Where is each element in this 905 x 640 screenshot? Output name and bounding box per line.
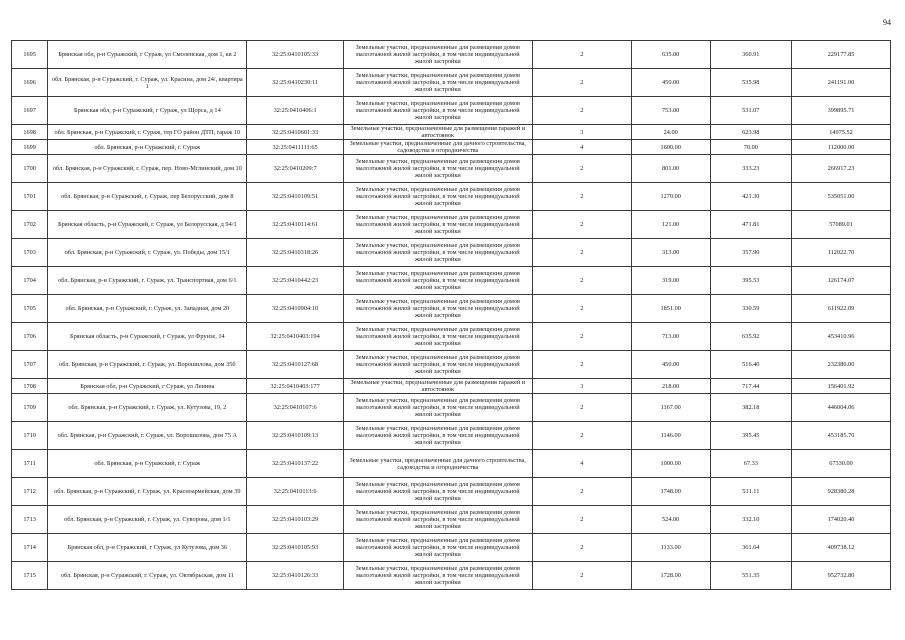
- address-cell: Брянская обл, р-н Суражский, г Сураж, ул Кутузова, дом 36: [48, 534, 247, 562]
- category-cell: 2: [532, 41, 631, 69]
- cadastral-number-cell: 32:25:0410904:10: [247, 295, 343, 323]
- row-number: 1711: [12, 450, 48, 478]
- cadastral-number-cell: 32:25:0410406:1: [247, 97, 343, 125]
- row-number: 1710: [12, 422, 48, 450]
- address-cell: обл. Брянская, р-н Суражский, г. Сураж, ул. Суворова, дом 1/1: [48, 506, 247, 534]
- cadastral-number-cell: 32:25:0410403:194: [247, 323, 343, 351]
- cadastral-number-cell: 32:25:0410403:177: [247, 379, 343, 394]
- table-row: [12, 155, 891, 183]
- category-cell: 3: [532, 125, 631, 140]
- land-use-cell: Земельные участки, предназначенные для размещения домов малоэтажной жилой застройки, в том числе индивидуальной жилой застройки: [343, 562, 532, 590]
- area-cell: 1133.00: [631, 534, 710, 562]
- row-number: 1713: [12, 506, 48, 534]
- specific-value-cell: 70.00: [710, 140, 791, 155]
- table-row: [12, 534, 891, 562]
- category-cell: 2: [532, 183, 631, 211]
- row-number: 1712: [12, 478, 48, 506]
- area-cell: 1748.00: [631, 478, 710, 506]
- specific-value-cell: 516.40: [710, 351, 791, 379]
- cadastral-number-cell: 32:25:0410105:33: [247, 41, 343, 69]
- row-number: 1708: [12, 379, 48, 394]
- specific-value-cell: 395.45: [710, 422, 791, 450]
- address-cell: обл. Брянская, р-н Суражский, г. Сураж, ул. Транспортная, дом 6/1: [48, 267, 247, 295]
- cadastral-number-cell: 32:25:0410126:33: [247, 562, 343, 590]
- area-cell: 1728.00: [631, 562, 710, 590]
- cadastral-value-table: [11, 40, 891, 590]
- cadastral-value-cell: 266917.23: [792, 155, 891, 183]
- cadastral-number-cell: 32:25:0410105:93: [247, 534, 343, 562]
- cadastral-value-cell: 446004.06: [792, 394, 891, 422]
- area-cell: 1146.00: [631, 422, 710, 450]
- area-cell: 1600.00: [631, 140, 710, 155]
- cadastral-value-cell: 453410.96: [792, 323, 891, 351]
- cadastral-value-cell: 232380.00: [792, 351, 891, 379]
- row-number: 1701: [12, 183, 48, 211]
- row-number: 1695: [12, 41, 48, 69]
- table-body: [12, 41, 891, 590]
- category-cell: 2: [532, 97, 631, 125]
- category-cell: 2: [532, 506, 631, 534]
- category-cell: 2: [532, 562, 631, 590]
- row-number: 1705: [12, 295, 48, 323]
- specific-value-cell: 531.07: [710, 97, 791, 125]
- table-row: [12, 422, 891, 450]
- address-cell: обл. Брянская, р-н Суражский, г. Сураж, тер ГО район ДТП, гараж 10: [48, 125, 247, 140]
- table-row: [12, 125, 891, 140]
- address-cell: обл. Брянская, р-н Суражский, г. Сураж, ул. Ворошилова, дом 35б: [48, 351, 247, 379]
- cadastral-value-cell: 174020.40: [792, 506, 891, 534]
- cadastral-value-cell: 241191.00: [792, 69, 891, 97]
- land-use-cell: Земельные участки, предназначенные для размещения гаражей и автостоянок: [343, 379, 532, 394]
- category-cell: 2: [532, 351, 631, 379]
- table-row: [12, 506, 891, 534]
- specific-value-cell: 471.81: [710, 211, 791, 239]
- specific-value-cell: 623.98: [710, 125, 791, 140]
- row-number: 1706: [12, 323, 48, 351]
- address-cell: Брянская обл, р-н Суражский, г Сураж, ул Щорса, д 14: [48, 97, 247, 125]
- table-row: [12, 450, 891, 478]
- address-cell: обл. Брянская, р-н Суражский, г. Сураж, ул. Ворошилова, дом 75 А: [48, 422, 247, 450]
- specific-value-cell: 717.44: [710, 379, 791, 394]
- cadastral-number-cell: 32:25:0410137:22: [247, 450, 343, 478]
- specific-value-cell: 332.10: [710, 506, 791, 534]
- address-cell: Брянская обл, р-н Суражский, г Сураж, ул Ленина: [48, 379, 247, 394]
- area-cell: 121.00: [631, 211, 710, 239]
- cadastral-number-cell: 32:25:0410127:68: [247, 351, 343, 379]
- category-cell: 2: [532, 422, 631, 450]
- area-cell: 713.00: [631, 323, 710, 351]
- category-cell: 2: [532, 394, 631, 422]
- specific-value-cell: 67.33: [710, 450, 791, 478]
- area-cell: 801.00: [631, 155, 710, 183]
- specific-value-cell: 635.92: [710, 323, 791, 351]
- land-use-cell: Земельные участки, предназначенные для размещения домов малоэтажной жилой застройки, в том числе индивидуальной жилой застройки: [343, 155, 532, 183]
- area-cell: 1000.00: [631, 450, 710, 478]
- cadastral-value-cell: 611922.09: [792, 295, 891, 323]
- address-cell: обл. Брянская, р-н Суражский, г. Сураж, ул. Октябрьская, дом 11: [48, 562, 247, 590]
- category-cell: 2: [532, 323, 631, 351]
- specific-value-cell: 330.59: [710, 295, 791, 323]
- specific-value-cell: 357.90: [710, 239, 791, 267]
- land-use-cell: Земельные участки, предназначенные для размещения домов малоэтажной жилой застройки, в том числе индивидуальной жилой застройки: [343, 211, 532, 239]
- row-number: 1698: [12, 125, 48, 140]
- address-cell: Брянская область, р-н Суражский, г. Сураж, ул Белорусская, д 94/1: [48, 211, 247, 239]
- land-use-cell: Земельные участки, предназначенные для размещения домов малоэтажной жилой застройки, в том числе индивидуальной жилой застройки: [343, 422, 532, 450]
- cadastral-value-cell: 112022.70: [792, 239, 891, 267]
- address-cell: обл. Брянская, р-н Суражский, г. Сураж: [48, 450, 247, 478]
- table-row: [12, 323, 891, 351]
- area-cell: 635.00: [631, 41, 710, 69]
- area-cell: 1270.00: [631, 183, 710, 211]
- table-row: [12, 351, 891, 379]
- address-cell: Брянская обл, р-н Суражский, г Сураж, ул Смоленская, дом 1, кв 2: [48, 41, 247, 69]
- address-cell: обл. Брянская, р-н Суражский, г. Сураж, ул. Победы, дом 15/1: [48, 239, 247, 267]
- table-row: [12, 267, 891, 295]
- cadastral-number-cell: 32:25:0410114:61: [247, 211, 343, 239]
- land-use-cell: Земельные участки, предназначенные для размещения домов малоэтажной жилой застройки, в том числе индивидуальной жилой застройки: [343, 351, 532, 379]
- cadastral-value-cell: 229177.85: [792, 41, 891, 69]
- cadastral-value-cell: 535051.00: [792, 183, 891, 211]
- row-number: 1700: [12, 155, 48, 183]
- area-cell: 450.00: [631, 69, 710, 97]
- row-number: 1709: [12, 394, 48, 422]
- cadastral-number-cell: 32:25:0410318:26: [247, 239, 343, 267]
- land-use-cell: Земельные участки, предназначенные для размещения домов малоэтажной жилой застройки, в том числе индивидуальной жилой застройки: [343, 295, 532, 323]
- category-cell: 4: [532, 450, 631, 478]
- area-cell: 313.00: [631, 239, 710, 267]
- address-cell: обл. Брянская, р-н Суражский, г. Сураж, пер Белорусский, дом 8: [48, 183, 247, 211]
- specific-value-cell: 395.53: [710, 267, 791, 295]
- cadastral-value-cell: 409738.12: [792, 534, 891, 562]
- category-cell: 3: [532, 379, 631, 394]
- cadastral-value-cell: 399895.71: [792, 97, 891, 125]
- land-use-cell: Земельные участки, предназначенные для размещения домов малоэтажной жилой застройки, в том числе индивидуальной жилой застройки: [343, 534, 532, 562]
- area-cell: 24.00: [631, 125, 710, 140]
- cadastral-value-cell: 57089.01: [792, 211, 891, 239]
- land-use-cell: Земельные участки, предназначенные для размещения домов малоэтажной жилой застройки, в том числе индивидуальной жилой застройки: [343, 394, 532, 422]
- table-row: [12, 97, 891, 125]
- table-row: [12, 394, 891, 422]
- cadastral-number-cell: 32:25:0410103:29: [247, 506, 343, 534]
- page-number: 94: [883, 18, 891, 27]
- table-row: [12, 140, 891, 155]
- cadastral-value-cell: 14975.52: [792, 125, 891, 140]
- table-row: [12, 41, 891, 69]
- row-number: 1702: [12, 211, 48, 239]
- address-cell: обл. Брянская, р-н Суражский, г. Сураж, ул. Красина, дом 24/, квартира 1: [48, 69, 247, 97]
- land-use-cell: Земельные участки, предназначенные для размещения домов малоэтажной жилой застройки, в том числе индивидуальной жилой застройки: [343, 239, 532, 267]
- category-cell: 2: [532, 534, 631, 562]
- row-number: 1704: [12, 267, 48, 295]
- specific-value-cell: 551.35: [710, 562, 791, 590]
- area-cell: 218.00: [631, 379, 710, 394]
- table-row: [12, 239, 891, 267]
- cadastral-value-cell: 453185.70: [792, 422, 891, 450]
- table-row: [12, 211, 891, 239]
- land-use-cell: Земельные участки, предназначенные для размещения домов малоэтажной жилой застройки, в том числе индивидуальной жилой застройки: [343, 97, 532, 125]
- cadastral-number-cell: 32:25:0410109:51: [247, 183, 343, 211]
- address-cell: обл. Брянская, р-н Суражский, г. Сураж, ул. Красноармейская, дом 39: [48, 478, 247, 506]
- land-use-cell: Земельные участки, предназначенные для размещения домов малоэтажной жилой застройки, в том числе индивидуальной жилой застройки: [343, 323, 532, 351]
- category-cell: 2: [532, 155, 631, 183]
- cadastral-number-cell: 32:25:0410230:11: [247, 69, 343, 97]
- cadastral-value-cell: 952732.80: [792, 562, 891, 590]
- specific-value-cell: 382.18: [710, 394, 791, 422]
- address-cell: обл. Брянская, р-н Суражский, г. Сураж, ул. Кутузова, 19, 2: [48, 394, 247, 422]
- category-cell: 2: [532, 211, 631, 239]
- cadastral-value-cell: 156401.92: [792, 379, 891, 394]
- address-cell: обл. Брянская, р-н Суражский, г. Сураж, пер. Ново-Мглинский, дом 10: [48, 155, 247, 183]
- area-cell: 524.00: [631, 506, 710, 534]
- category-cell: 4: [532, 140, 631, 155]
- specific-value-cell: 531.11: [710, 478, 791, 506]
- land-use-cell: Земельные участки, предназначенные для размещения гаражей и автостоянок: [343, 125, 532, 140]
- land-use-cell: Земельные участки, предназначенные для дачного строительства, садоводства и огородничества: [343, 450, 532, 478]
- area-cell: 1167.00: [631, 394, 710, 422]
- row-number: 1714: [12, 534, 48, 562]
- table-row: [12, 379, 891, 394]
- area-cell: 450.00: [631, 351, 710, 379]
- cadastral-number-cell: 32:25:0410209:7: [247, 155, 343, 183]
- row-number: 1715: [12, 562, 48, 590]
- category-cell: 2: [532, 267, 631, 295]
- category-cell: 2: [532, 239, 631, 267]
- cadastral-number-cell: 32:25:0411111:65: [247, 140, 343, 155]
- cadastral-number-cell: 32:25:0410107:6: [247, 394, 343, 422]
- category-cell: 2: [532, 478, 631, 506]
- specific-value-cell: 421.30: [710, 183, 791, 211]
- specific-value-cell: 535.98: [710, 69, 791, 97]
- table-row: [12, 478, 891, 506]
- cadastral-number-cell: 32:25:0410109:13: [247, 422, 343, 450]
- area-cell: 1851.00: [631, 295, 710, 323]
- cadastral-value-cell: 112000.00: [792, 140, 891, 155]
- row-number: 1696: [12, 69, 48, 97]
- land-use-cell: Земельные участки, предназначенные для размещения домов малоэтажной жилой застройки, в том числе индивидуальной жилой застройки: [343, 267, 532, 295]
- table-row: [12, 183, 891, 211]
- specific-value-cell: 333.23: [710, 155, 791, 183]
- row-number: 1697: [12, 97, 48, 125]
- category-cell: 2: [532, 69, 631, 97]
- address-cell: Брянская область, р-н Суражский, г Сураж, ул Фрунзе, 14: [48, 323, 247, 351]
- table-row: [12, 295, 891, 323]
- cadastral-number-cell: 32:25:0410113:6: [247, 478, 343, 506]
- land-use-cell: Земельные участки, предназначенные для дачного строительства, садоводства и огородничества: [343, 140, 532, 155]
- cadastral-value-cell: 67330.00: [792, 450, 891, 478]
- specific-value-cell: 360.91: [710, 41, 791, 69]
- cadastral-value-cell: 126174.07: [792, 267, 891, 295]
- table-row: [12, 562, 891, 590]
- land-use-cell: Земельные участки, предназначенные для размещения домов малоэтажной жилой застройки, в том числе индивидуальной жилой застройки: [343, 506, 532, 534]
- cadastral-number-cell: 32:25:0410442:23: [247, 267, 343, 295]
- address-cell: обл. Брянская, р-н Суражский, г. Сураж: [48, 140, 247, 155]
- row-number: 1699: [12, 140, 48, 155]
- land-use-cell: Земельные участки, предназначенные для размещения домов малоэтажной жилой застройки, в том числе индивидуальной жилой застройки: [343, 478, 532, 506]
- cadastral-value-cell: 928380.28: [792, 478, 891, 506]
- land-use-cell: Земельные участки, предназначенные для размещения домов малоэтажной жилой застройки, в том числе индивидуальной жилой застройки: [343, 41, 532, 69]
- row-number: 1703: [12, 239, 48, 267]
- land-use-cell: Земельные участки, предназначенные для размещения домов малоэтажной жилой застройки, в том числе индивидуальной жилой застройки: [343, 183, 532, 211]
- row-number: 1707: [12, 351, 48, 379]
- area-cell: 753.00: [631, 97, 710, 125]
- land-use-cell: Земельные участки, предназначенные для размещения домов малоэтажной жилой застройки, в том числе индивидуальной жилой застройки: [343, 69, 532, 97]
- cadastral-number-cell: 32:25:0410601:33: [247, 125, 343, 140]
- category-cell: 2: [532, 295, 631, 323]
- area-cell: 319.00: [631, 267, 710, 295]
- table-row: [12, 69, 891, 97]
- address-cell: обл. Брянская, р-н Суражский, г. Сураж, ул. Западная, дом 20: [48, 295, 247, 323]
- specific-value-cell: 361.64: [710, 534, 791, 562]
